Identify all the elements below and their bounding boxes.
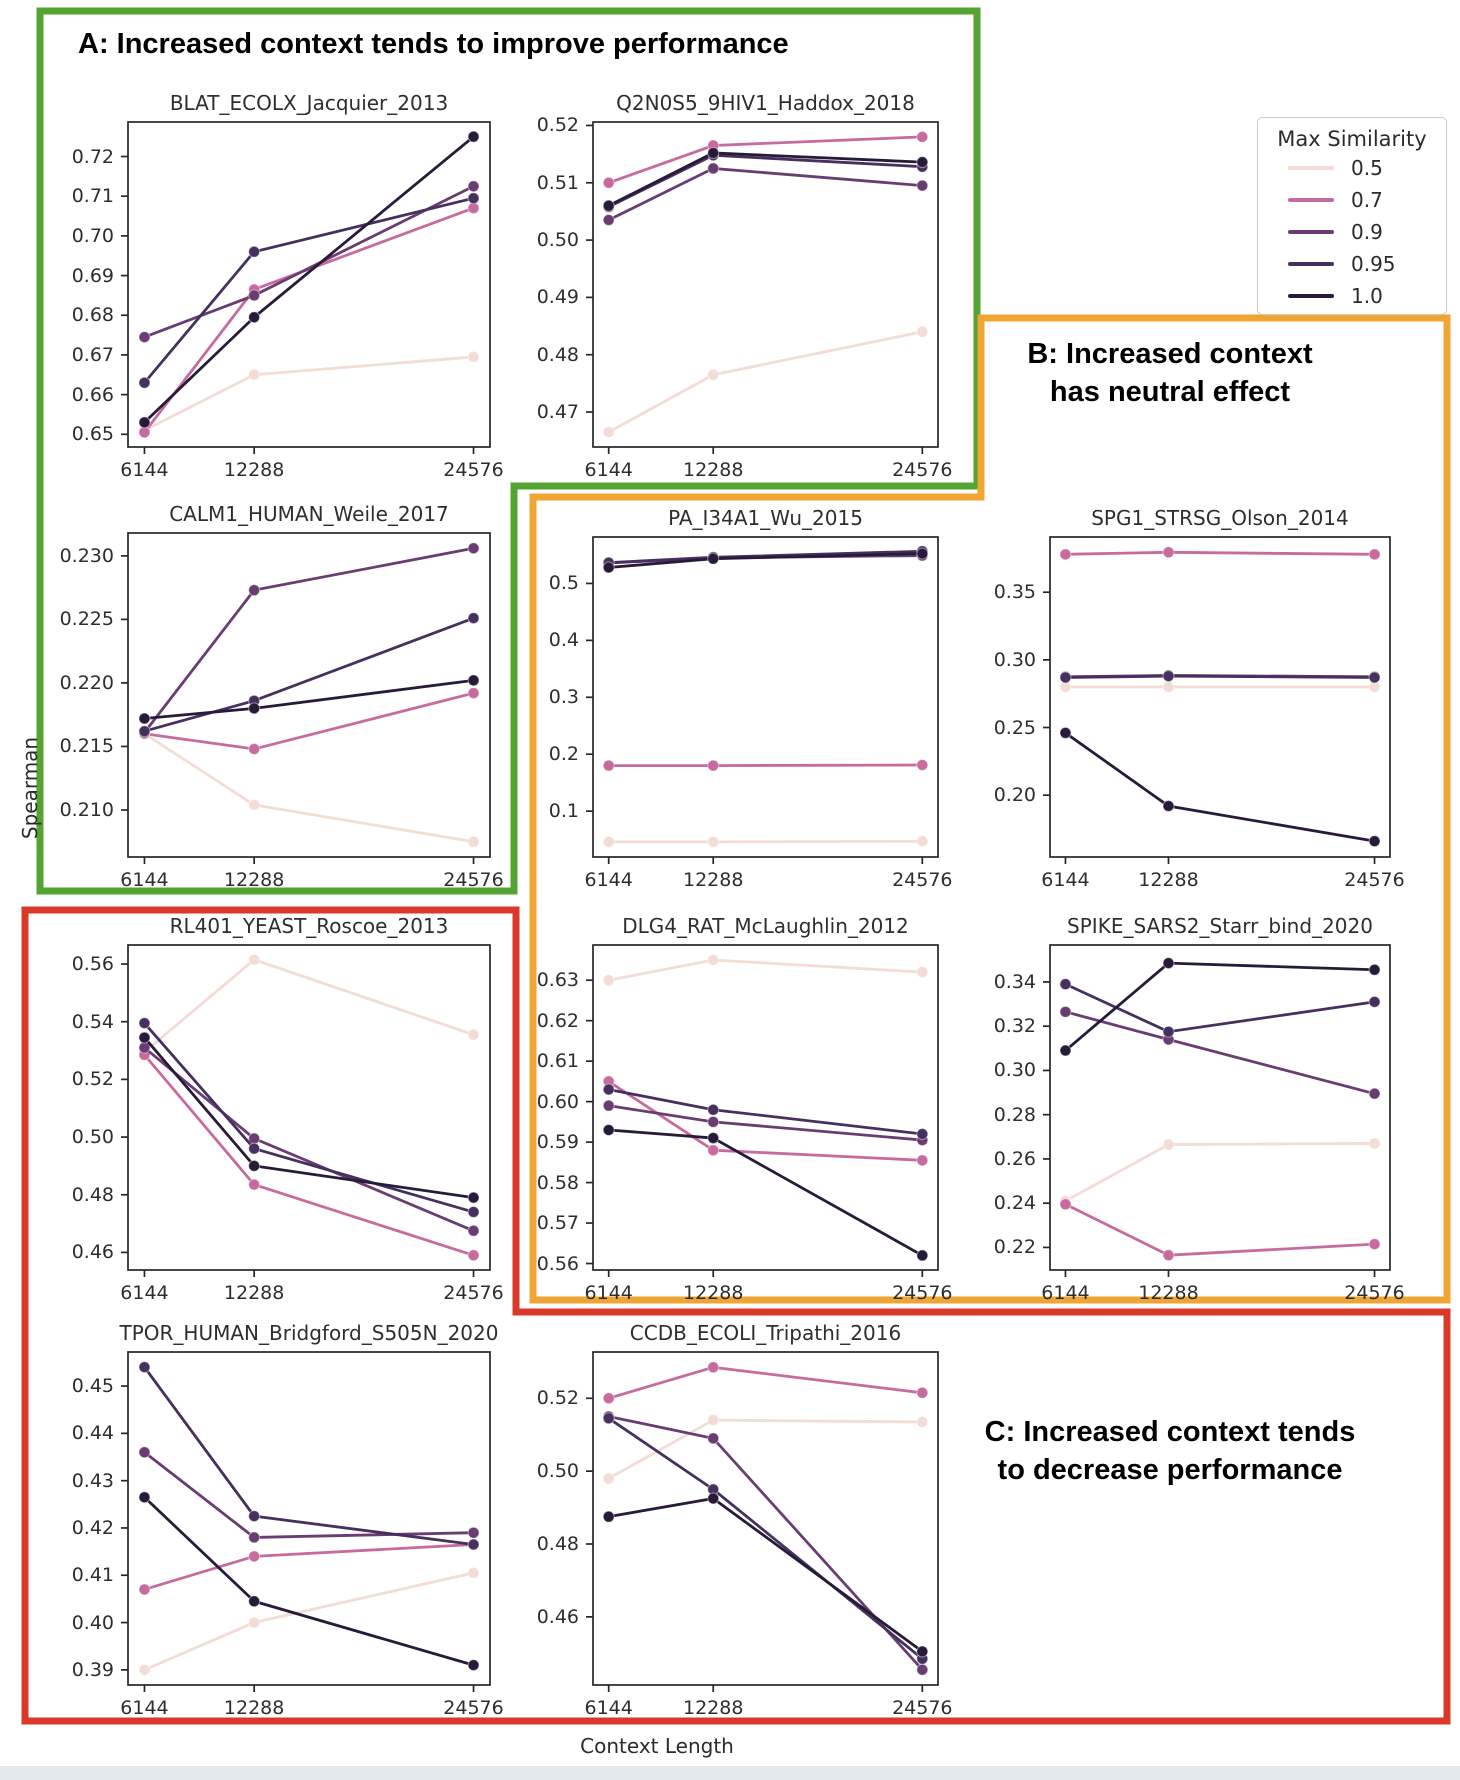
y-tick-label: 0.3	[548, 686, 579, 709]
y-tick-label: 0.56	[536, 1252, 579, 1275]
y-tick-label: 0.26	[993, 1147, 1036, 1170]
y-tick-label: 0.46	[71, 1241, 114, 1264]
x-tick-label: 12288	[682, 869, 744, 891]
x-tick-label: 12288	[1138, 1282, 1199, 1304]
panel-label-c-line2: to decrease performance	[997, 1454, 1343, 1486]
x-tick-label: 24576	[443, 1282, 504, 1304]
y-tick-label: 0.42	[71, 1516, 114, 1539]
chart-title: CCDB_ECOLI_Tripathi_2016	[629, 1321, 902, 1345]
legend-entry	[1258, 280, 1446, 312]
x-tick-label: 6144	[1041, 869, 1090, 891]
x-tick-label: 12288	[223, 1697, 285, 1719]
y-tick-label: 0.58	[536, 1171, 579, 1194]
y-tick-label: 0.48	[71, 1183, 114, 1206]
y-tick-label: 0.54	[71, 1010, 114, 1033]
y-tick-label: 0.45	[71, 1375, 114, 1398]
chart-blat-ecolx	[128, 122, 490, 447]
chart-title: BLAT_ECOLX_Jacquier_2013	[169, 91, 449, 115]
legend-label: 0.95	[1351, 252, 1396, 276]
y-axis-label: Spearman	[18, 736, 42, 840]
legend-entry	[1258, 216, 1446, 248]
y-tick-label: 0.46	[536, 1605, 579, 1628]
x-tick-label: 24576	[443, 869, 504, 891]
y-tick-label: 0.230	[59, 544, 114, 567]
panel-label-b-line2: has neutral effect	[1049, 376, 1291, 408]
x-tick-label: 24576	[892, 1282, 953, 1304]
x-tick-label: 24576	[892, 869, 953, 891]
chart-calm1	[128, 533, 490, 857]
legend	[1257, 117, 1447, 315]
x-tick-label: 6144	[584, 459, 633, 481]
y-tick-label: 0.20	[993, 784, 1036, 807]
legend-label: 0.7	[1351, 188, 1383, 212]
y-tick-label: 0.39	[71, 1658, 114, 1681]
y-tick-label: 0.1	[548, 800, 579, 823]
y-tick-label: 0.25	[993, 716, 1036, 739]
y-tick-label: 0.52	[536, 1387, 579, 1410]
chart-spg1	[1050, 537, 1390, 857]
y-tick-label: 0.28	[993, 1103, 1036, 1126]
y-tick-label: 0.68	[71, 304, 114, 327]
chart-title: RL401_YEAST_Roscoe_2013	[169, 914, 449, 938]
x-tick-label: 6144	[1041, 1282, 1090, 1304]
y-tick-label: 0.67	[71, 343, 114, 366]
y-tick-label: 0.56	[71, 953, 114, 976]
y-tick-label: 0.4	[548, 629, 579, 652]
y-tick-label: 0.69	[71, 264, 114, 287]
chart-title: TPOR_HUMAN_Bridgford_S505N_2020	[119, 1321, 499, 1345]
chart-title: Q2N0S5_9HIV1_Haddox_2018	[616, 91, 915, 115]
legend-label: 1.0	[1351, 284, 1383, 308]
y-tick-label: 0.52	[71, 1068, 114, 1091]
y-tick-label: 0.72	[71, 145, 114, 168]
x-tick-label: 12288	[1138, 869, 1199, 891]
y-tick-label: 0.70	[71, 224, 114, 247]
y-tick-label: 0.220	[59, 671, 114, 694]
x-tick-label: 6144	[120, 459, 169, 481]
legend-label: 0.9	[1351, 220, 1383, 244]
y-tick-label: 0.49	[536, 286, 579, 309]
y-tick-label: 0.50	[536, 229, 579, 252]
x-tick-label: 6144	[584, 869, 633, 891]
chart-pa-i34a1	[593, 537, 938, 857]
y-tick-label: 0.43	[71, 1469, 114, 1492]
y-tick-label: 0.22	[993, 1236, 1036, 1259]
chart-title: PA_I34A1_Wu_2015	[668, 506, 863, 530]
x-tick-label: 24576	[892, 459, 953, 481]
y-tick-label: 0.48	[536, 1533, 579, 1555]
chart-q2n0s5	[593, 122, 938, 447]
y-tick-label: 0.51	[536, 171, 579, 194]
legend-title: Max Similarity	[1277, 127, 1427, 151]
legend-line-0.7-icon	[1288, 198, 1334, 202]
x-tick-label: 12288	[682, 1697, 744, 1719]
y-tick-label: 0.62	[536, 1009, 579, 1032]
y-tick-label: 0.63	[536, 969, 579, 992]
y-tick-label: 0.210	[59, 798, 114, 821]
y-tick-label: 0.40	[71, 1611, 114, 1634]
chart-title: CALM1_HUMAN_Weile_2017	[169, 502, 449, 526]
y-tick-label: 0.50	[71, 1126, 114, 1149]
legend-entry	[1258, 152, 1446, 184]
x-tick-label: 12288	[682, 1282, 744, 1304]
y-tick-label: 0.71	[71, 185, 114, 208]
x-tick-label: 24576	[892, 1697, 953, 1719]
y-tick-label: 0.44	[71, 1422, 114, 1445]
y-tick-label: 0.50	[536, 1460, 579, 1483]
chart-ccdb	[593, 1352, 938, 1685]
y-tick-label: 0.24	[993, 1192, 1036, 1215]
y-tick-label: 0.2	[548, 743, 579, 766]
x-tick-label: 6144	[120, 869, 169, 891]
x-axis-label: Context Length	[580, 1734, 734, 1758]
legend-line-0.9-icon	[1288, 230, 1334, 234]
window-edge-strip	[0, 1766, 1460, 1780]
chart-dlg4	[593, 945, 938, 1270]
y-tick-label: 0.48	[536, 343, 579, 366]
x-tick-label: 6144	[584, 1282, 633, 1304]
x-tick-label: 12288	[223, 869, 285, 891]
panel-label-b	[985, 335, 1355, 411]
x-tick-label: 12288	[223, 1282, 285, 1304]
x-tick-label: 6144	[120, 1282, 169, 1304]
y-tick-label: 0.215	[59, 735, 114, 758]
x-tick-label: 24576	[443, 459, 504, 481]
x-tick-label: 24576	[443, 1697, 504, 1719]
y-tick-label: 0.30	[993, 1059, 1036, 1082]
y-tick-label: 0.65	[71, 423, 114, 446]
chart-spike	[1050, 945, 1390, 1270]
x-tick-label: 6144	[584, 1697, 633, 1719]
y-tick-label: 0.5	[548, 572, 579, 595]
x-tick-label: 6144	[120, 1697, 169, 1719]
y-tick-label: 0.32	[993, 1015, 1036, 1038]
panel-label-b-line1: B: Increased context	[1027, 338, 1313, 370]
x-tick-label: 12288	[682, 459, 744, 481]
y-tick-label: 0.225	[59, 608, 114, 631]
legend-label: 0.5	[1351, 156, 1383, 180]
x-tick-label: 24576	[1344, 869, 1405, 891]
y-tick-label: 0.57	[536, 1212, 579, 1235]
legend-entry	[1258, 248, 1446, 280]
chart-tpor	[128, 1352, 490, 1685]
x-tick-label: 12288	[223, 459, 285, 481]
y-tick-label: 0.61	[536, 1050, 579, 1073]
y-tick-label: 0.34	[993, 970, 1036, 993]
y-tick-label: 0.59	[536, 1131, 579, 1154]
chart-title: SPIKE_SARS2_Starr_bind_2020	[1067, 914, 1373, 938]
y-tick-label: 0.52	[536, 114, 579, 137]
chart-rl401	[128, 945, 490, 1270]
chart-title: SPG1_STRSG_Olson_2014	[1091, 506, 1349, 530]
y-tick-label: 0.60	[536, 1090, 579, 1113]
legend-entry	[1258, 184, 1446, 216]
panel-label-c-line1: C: Increased context tends	[984, 1416, 1356, 1448]
panel-label-c	[940, 1413, 1400, 1489]
panel-label-a: A: Increased context tends to improve performance	[78, 28, 789, 60]
legend-line-0.5-icon	[1288, 166, 1334, 170]
y-tick-label: 0.41	[71, 1564, 114, 1587]
y-tick-label: 0.66	[71, 383, 114, 406]
legend-line-1.0-icon	[1288, 294, 1334, 298]
legend-line-0.95-icon	[1288, 262, 1334, 266]
y-tick-label: 0.30	[993, 648, 1036, 671]
chart-title: DLG4_RAT_McLaughlin_2012	[622, 914, 909, 938]
y-tick-label: 0.47	[536, 401, 579, 424]
x-tick-label: 24576	[1344, 1282, 1405, 1304]
y-tick-label: 0.35	[993, 581, 1036, 604]
